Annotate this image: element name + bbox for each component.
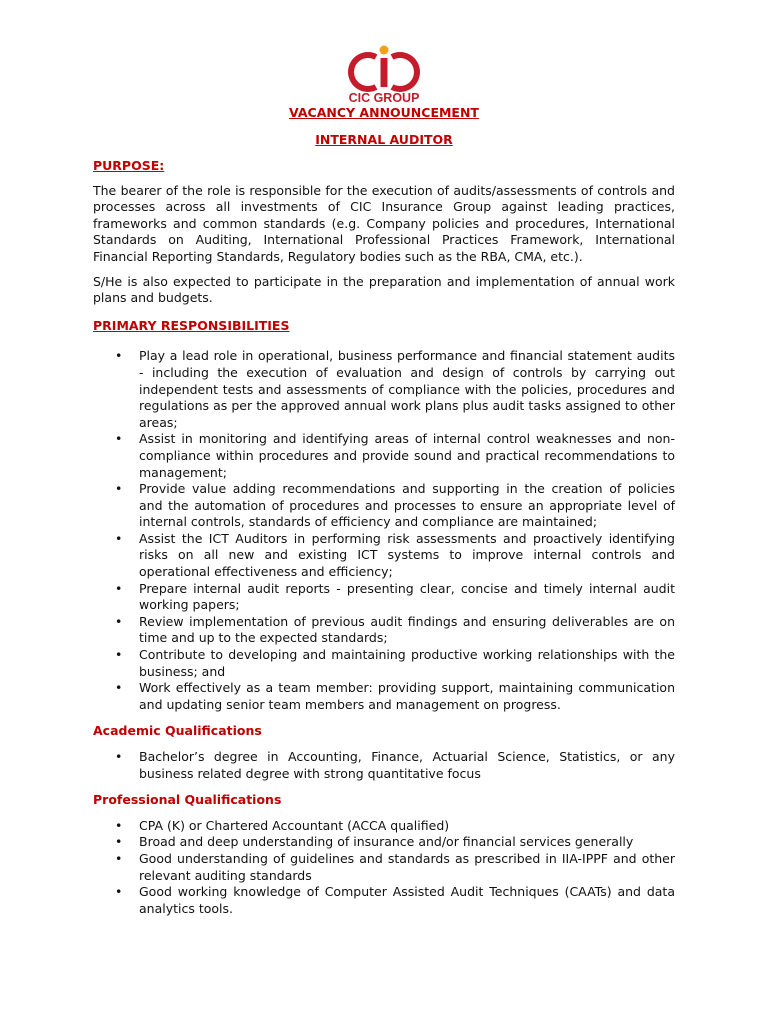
list-item-text: Review implementation of previous audit findings and ensuring deliverables are on time and up to the expected standards; — [139, 613, 675, 646]
purpose-heading: PURPOSE: — [93, 158, 165, 173]
bullet-icon: • — [115, 580, 123, 596]
company-name: CIC GROUP — [348, 91, 420, 105]
list-item — [115, 580, 675, 614]
list-item — [115, 834, 675, 851]
list-item-text: Assist the ICT Auditors in performing risk assessments and proactively identifying risks on all new and existing ICT systems to improve internal controls and operational effectiveness and efficiency; — [139, 530, 675, 580]
bullet-icon: • — [115, 348, 123, 364]
list-item — [115, 481, 675, 531]
list-item-text: Bachelor’s degree in Accounting, Finance, Actuarial Science, Statistics, or any business related degree with strong quantitative focus — [139, 749, 675, 781]
purpose-paragraph-2: S/He is also expected to participate in the preparation and implementation of annual work plans and budgets. — [93, 273, 675, 306]
list-item-text: CPA (K) or Chartered Accountant (ACCA qualified) — [139, 817, 450, 833]
professional-heading: Professional Qualifications — [93, 792, 282, 808]
bullet-icon: • — [115, 647, 123, 663]
responsibilities-list — [93, 348, 675, 713]
bullet-icon: • — [115, 680, 123, 696]
cic-logo-icon — [346, 44, 422, 92]
bullet-icon: • — [115, 817, 123, 833]
list-item — [115, 884, 675, 917]
list-item — [115, 431, 675, 481]
list-item — [115, 348, 675, 431]
list-item-text: Assist in monitoring and identifying areas of internal control weaknesses and non-compliance within procedures and provide sound and practical recommendations to management; — [139, 431, 675, 480]
bullet-icon: • — [115, 884, 123, 900]
responsibilities-heading: PRIMARY RESPONSIBILITIES — [93, 317, 290, 333]
list-item-text: Contribute to developing and maintaining productive working relationships with the business; and — [139, 647, 675, 679]
list-item-text: Play a lead role in operational, business performance and financial statement audits - including the execution of evaluation and design of controls by carrying out independent tests and assessments of compliance with the policies, procedures and regulations as per the approved annual work plans plus audit tasks assigned to other areas; — [139, 348, 675, 430]
list-item-text: Broad and deep understanding of insurance and/or financial services generally — [139, 834, 634, 850]
list-item — [115, 749, 675, 782]
role-title: INTERNAL AUDITOR — [315, 132, 453, 147]
bullet-icon: • — [115, 431, 123, 447]
bullet-icon: • — [115, 613, 123, 629]
list-item-text: Good working knowledge of Computer Assisted Audit Techniques (CAATs) and data analytics tools. — [139, 884, 675, 916]
list-item — [115, 530, 675, 581]
list-item — [115, 817, 675, 835]
bullet-icon: • — [115, 530, 123, 546]
list-item — [115, 680, 675, 713]
list-item-text: Good understanding of guidelines and standards as prescribed in IIA-IPPF and other relevant auditing standards — [139, 850, 675, 883]
list-item — [115, 613, 675, 647]
bullet-icon: • — [115, 749, 123, 764]
purpose-paragraph-1: The bearer of the role is responsible for the execution of audits/assessments of controls and processes across all investments of CIC Insurance Group against leading practices, frameworks and common standards (e.g. Company policies and procedures, International Standards on Auditing, International Professional Practices Framework, International Financial Reporting Standards, Regulatory bodies such as the RBA, CMA, etc.). — [93, 182, 675, 264]
list-item-text: Prepare internal audit reports - presenting clear, concise and timely internal audit working papers; — [139, 580, 675, 613]
academic-heading: Academic Qualifications — [93, 723, 262, 739]
list-item — [115, 850, 675, 884]
professional-list — [93, 818, 675, 918]
list-item-text: Work effectively as a team member: providing support, maintaining communication and updating senior team members and management on progress. — [139, 680, 675, 712]
header — [93, 44, 675, 147]
bullet-icon: • — [115, 850, 123, 866]
list-item — [115, 647, 675, 680]
bullet-icon: • — [115, 834, 123, 850]
list-item-text: Provide value adding recommendations and supporting in the creation of policies and the automation of procedures and processes to ensure an appropriate level of internal controls, standards of efficiency and compliance are maintained; — [139, 481, 675, 530]
bullet-icon: • — [115, 481, 123, 497]
academic-list — [93, 749, 675, 782]
vacancy-title: VACANCY ANNOUNCEMENT — [289, 105, 479, 120]
